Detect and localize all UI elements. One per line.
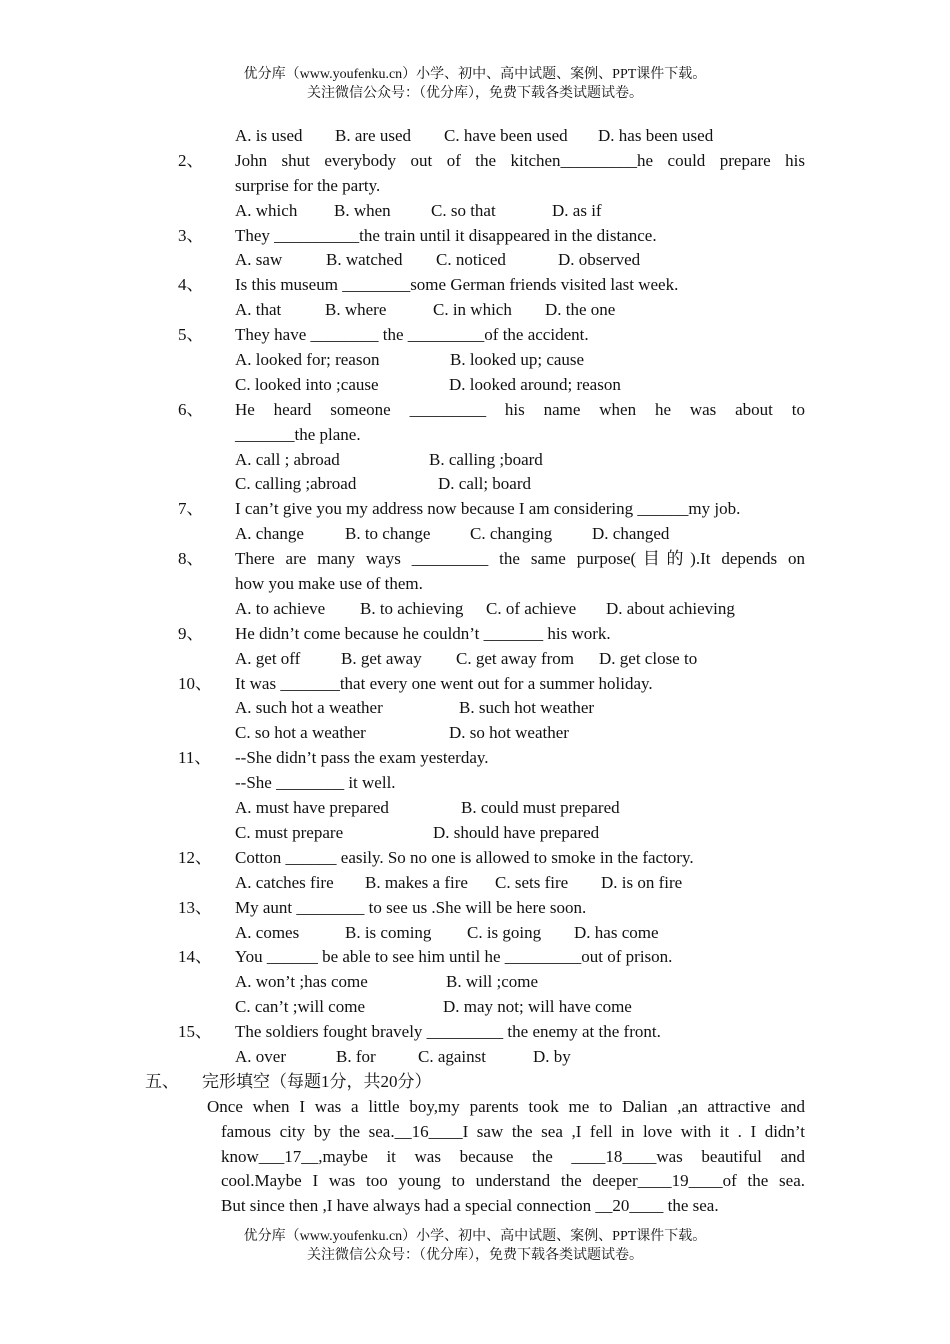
question-stem: how you make use of them. [235, 574, 423, 594]
question-14 [0, 945, 950, 970]
question-4-options [0, 298, 950, 323]
question-2-options [0, 199, 950, 224]
question-number: 13、 [178, 897, 212, 917]
option: B. could must prepared [461, 798, 620, 818]
option: D. is on fire [601, 872, 683, 892]
question-stem: You ______ be able to see him until he _________out of prison. [235, 947, 673, 967]
question-number: 15、 [178, 1022, 212, 1042]
option: C. calling ;abroad [235, 474, 357, 494]
question-10-options-row-1 [0, 696, 950, 721]
question-6-stem-cont [0, 423, 950, 448]
question-14-options-row-1 [0, 970, 950, 995]
option: B. for [336, 1046, 376, 1066]
question-12-options [0, 871, 950, 896]
option: D. so hot weather [449, 723, 569, 743]
question-6 [0, 398, 950, 423]
question-5-options-row-2 [0, 373, 950, 398]
question-11 [0, 746, 950, 771]
page-footer [0, 1227, 950, 1265]
option: D. the one [545, 300, 616, 320]
passage-line [0, 1169, 950, 1194]
question-number: 12、 [178, 847, 212, 867]
section-5-heading [0, 1070, 950, 1095]
passage-text: know___17__,maybe it was because the ____18____was beautiful and [221, 1146, 805, 1166]
passage-line [0, 1095, 950, 1120]
option: B. get away [341, 648, 422, 668]
question-stem: It was _______that every one went out for a summer holiday. [235, 673, 653, 693]
question-5 [0, 323, 950, 348]
option: D. should have prepared [433, 822, 600, 842]
option: C. is going [467, 922, 542, 942]
exam-content [0, 124, 950, 1219]
option: B. are used [335, 126, 412, 145]
option: B. will ;come [446, 972, 539, 992]
option: B. watched [326, 250, 403, 270]
passage-text: famous city by the sea.__16____I saw the sea ,I fell in love with it . I didn’t [221, 1121, 805, 1141]
passage-text: But since then ,I have always had a special connection __20____ the sea. [221, 1196, 719, 1216]
passage-line [0, 1120, 950, 1145]
question-13-options [0, 921, 950, 946]
question-number: 7、 [178, 499, 204, 519]
passage-text: Once when I was a little boy,my parents took me to Dalian ,an attractive and [207, 1096, 805, 1116]
question-10 [0, 672, 950, 697]
option: A. to achieve [235, 598, 326, 618]
question-stem: They have ________ the _________of the accident. [235, 325, 589, 345]
question-15 [0, 1020, 950, 1045]
question-stem: Cotton ______ easily. So no one is allowed to smoke in the factory. [235, 847, 694, 867]
option: D. call; board [438, 474, 531, 494]
option: A. call ; abroad [235, 449, 340, 469]
question-number: 9、 [178, 623, 204, 643]
question-3-options [0, 248, 950, 273]
header-line-1: 优分库（www.youfenku.cn）小学、初中、高中试题、案例、PPT课件下载。 [243, 67, 707, 82]
question-11-options-row-2 [0, 821, 950, 846]
option: B. where [325, 300, 387, 320]
option: B. calling ;board [429, 449, 543, 469]
question-1-options [0, 124, 950, 149]
question-9 [0, 622, 950, 647]
question-2-stem-cont [0, 174, 950, 199]
question-stem: Is this museum ________some German friends visited last week. [235, 275, 679, 295]
question-stem: The soldiers fought bravely _________ the enemy at the front. [235, 1022, 661, 1042]
question-14-options-row-2 [0, 995, 950, 1020]
question-stem: He didn’t come because he couldn’t _______ his work. [235, 623, 611, 643]
question-stem: I can’t give you my address now because I am considering ______my job. [235, 499, 741, 519]
question-6-options-row-2 [0, 472, 950, 497]
question-number: 2、 [178, 150, 204, 170]
question-stem: surprise for the party. [235, 175, 381, 195]
option: B. to achieving [360, 598, 464, 618]
section-number: 五、 [145, 1071, 179, 1091]
question-8-stem-cont [0, 572, 950, 597]
option: B. such hot weather [459, 698, 595, 718]
option: C. can’t ;will come [235, 997, 365, 1017]
option: C. get away from [456, 648, 575, 668]
question-11-stem-cont [0, 771, 950, 796]
option: C. changing [470, 524, 553, 544]
header-line-2: 关注微信公众号：（优分库），免费下载各类试题试卷。 [307, 86, 643, 101]
question-13 [0, 896, 950, 921]
option: A. such hot a weather [235, 698, 383, 718]
option: A. which [235, 200, 298, 220]
question-number: 5、 [178, 325, 204, 345]
question-stem: There are many ways _________ the same purpose(目的).It depends on [235, 549, 805, 569]
question-10-options-row-2 [0, 721, 950, 746]
page-header [0, 65, 950, 103]
footer-line-1: 优分库（www.youfenku.cn）小学、初中、高中试题、案例、PPT课件下载。 [243, 1229, 707, 1244]
option: D. by [533, 1046, 571, 1066]
option: D. about achieving [606, 598, 735, 618]
option: C. against [418, 1046, 486, 1066]
question-3 [0, 224, 950, 249]
option: D. has been used [598, 126, 714, 145]
passage-text: cool.Maybe I was too young to understand the deeper____19____of the sea. [221, 1171, 805, 1191]
question-9-options [0, 647, 950, 672]
option: A. looked for; reason [235, 350, 380, 370]
option: C. noticed [436, 250, 506, 270]
question-12 [0, 846, 950, 871]
option: C. so hot a weather [235, 723, 366, 743]
question-2 [0, 149, 950, 174]
option: D. changed [592, 524, 670, 544]
section-title: 完形填空（每题1分，共20分） [202, 1071, 432, 1091]
option: B. makes a fire [365, 872, 468, 892]
option: A. comes [235, 922, 300, 942]
question-number: 10、 [178, 673, 212, 693]
passage-line [0, 1194, 950, 1219]
option: D. looked around; reason [449, 374, 621, 394]
question-stem: My aunt ________ to see us .She will be here soon. [235, 897, 587, 917]
option: A. won’t ;has come [235, 972, 368, 992]
question-stem: They __________the train until it disappeared in the distance. [235, 225, 657, 245]
question-number: 6、 [178, 399, 204, 419]
question-4 [0, 273, 950, 298]
option: B. to change [345, 524, 431, 544]
option: A. must have prepared [235, 798, 389, 818]
question-6-options-row-1 [0, 448, 950, 473]
option: C. have been used [444, 126, 568, 145]
option: A. over [235, 1046, 286, 1066]
question-8-options [0, 597, 950, 622]
option: D. has come [574, 922, 659, 942]
option: C. in which [433, 300, 512, 320]
question-number: 11、 [178, 748, 212, 768]
question-number: 3、 [178, 225, 204, 245]
option: B. is coming [345, 922, 432, 942]
question-5-options-row-1 [0, 348, 950, 373]
question-7-options [0, 522, 950, 547]
option: A. get off [235, 648, 301, 668]
question-stem: John shut everybody out of the kitchen_________he could prepare his [235, 150, 805, 170]
question-8 [0, 547, 950, 572]
option: C. of achieve [486, 598, 577, 618]
option: A. catches fire [235, 872, 334, 892]
question-number: 8、 [178, 549, 204, 569]
question-7 [0, 497, 950, 522]
question-number: 4、 [178, 275, 204, 295]
option: D. get close to [599, 648, 698, 668]
question-stem: _______the plane. [235, 424, 361, 444]
option: A. saw [235, 250, 283, 270]
option: C. looked into ;cause [235, 374, 379, 394]
option: C. so that [431, 200, 496, 220]
footer-line-2: 关注微信公众号：（优分库），免费下载各类试题试卷。 [307, 1248, 643, 1263]
option: C. sets fire [495, 872, 569, 892]
option: C. must prepare [235, 822, 344, 842]
option: A. that [235, 300, 282, 320]
question-number: 14、 [178, 947, 212, 967]
option: D. observed [558, 250, 641, 270]
question-stem: He heard someone _________ his name when he was about to [235, 399, 805, 419]
option: B. when [334, 200, 391, 220]
question-15-options [0, 1045, 950, 1070]
option: D. as if [552, 200, 602, 220]
option: B. looked up; cause [450, 350, 585, 370]
option: A. change [235, 524, 304, 544]
question-11-options-row-1 [0, 796, 950, 821]
option: A. is used [235, 126, 303, 145]
question-stem: --She ________ it well. [235, 773, 396, 793]
question-stem: --She didn’t pass the exam yesterday. [235, 748, 489, 768]
option: D. may not; will have come [443, 997, 632, 1017]
passage-line [0, 1145, 950, 1170]
